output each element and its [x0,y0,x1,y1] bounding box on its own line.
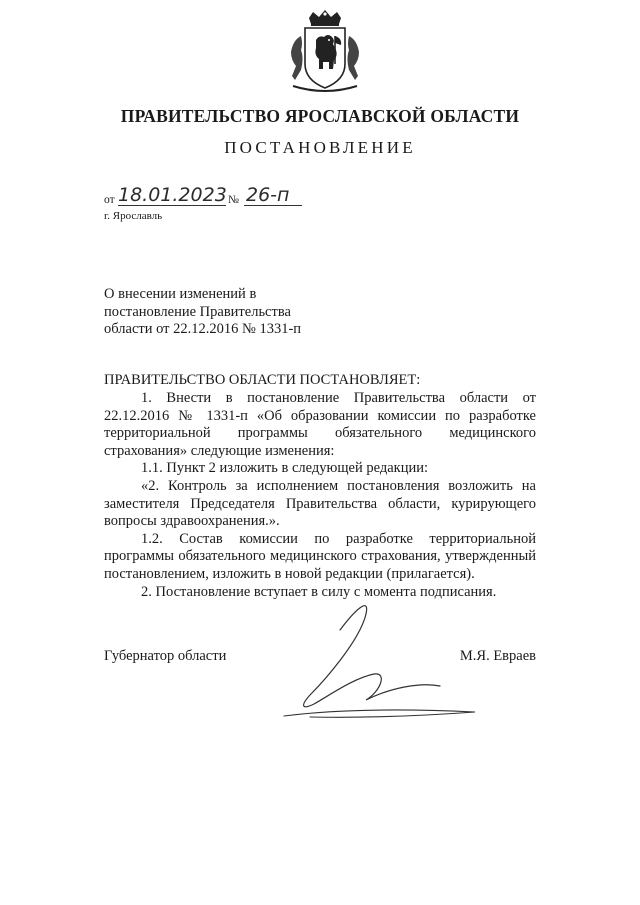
paragraph: 2. Постановление вступает в силу с момента подписания. [141,583,497,600]
subject-line: постановление Правительства [104,303,291,320]
document-body [104,390,536,601]
signer-title: Губернатор области [104,648,227,664]
signer-name: М.Я. Евраев [459,648,536,664]
paragraph: 1. Внести в постановление Правительства области от 22.12.2016 № 1331-п «Об образовании комиссии по разработке территориальной программы обязательного медицинского страхования» следующие изменения: [104,390,536,459]
city-label: г. Ярославль [104,210,163,222]
paragraph: 1.2. Состав комиссии по разработке территориальной программы обязательного медицинского страхования, утвержденный постановлением, изложить в новой редакции (прилагается). [104,530,536,582]
handwritten-signature-icon [270,600,480,730]
document-subject [104,286,364,339]
paragraph: «2. Контроль за исполнением постановления возложить на заместителя Председателя Правительства области, курирующего вопросы здравоохранения.». [104,477,536,530]
organization-title: ПРАВИТЕЛЬСТВО ЯРОСЛАВСКОЙ ОБЛАСТИ [120,106,520,126]
registration-number: 26-п [246,184,290,206]
number-label: № [228,194,239,206]
document-type: ПОСТАНОВЛЕНИЕ [224,138,416,157]
subject-line: области от 22.12.2016 № 1331-п [104,321,302,337]
subject-line: О внесении изменений в [104,286,257,302]
paragraph: 1.1. Пункт 2 изложить в следующей редакции: [141,460,429,477]
coat-of-arms-icon [283,8,367,94]
preamble: ПРАВИТЕЛЬСТВО ОБЛАСТИ ПОСТАНОВЛЯЕТ: [104,372,421,388]
from-label: от [104,194,115,206]
registration-date: 18.01.2023 [118,184,227,206]
